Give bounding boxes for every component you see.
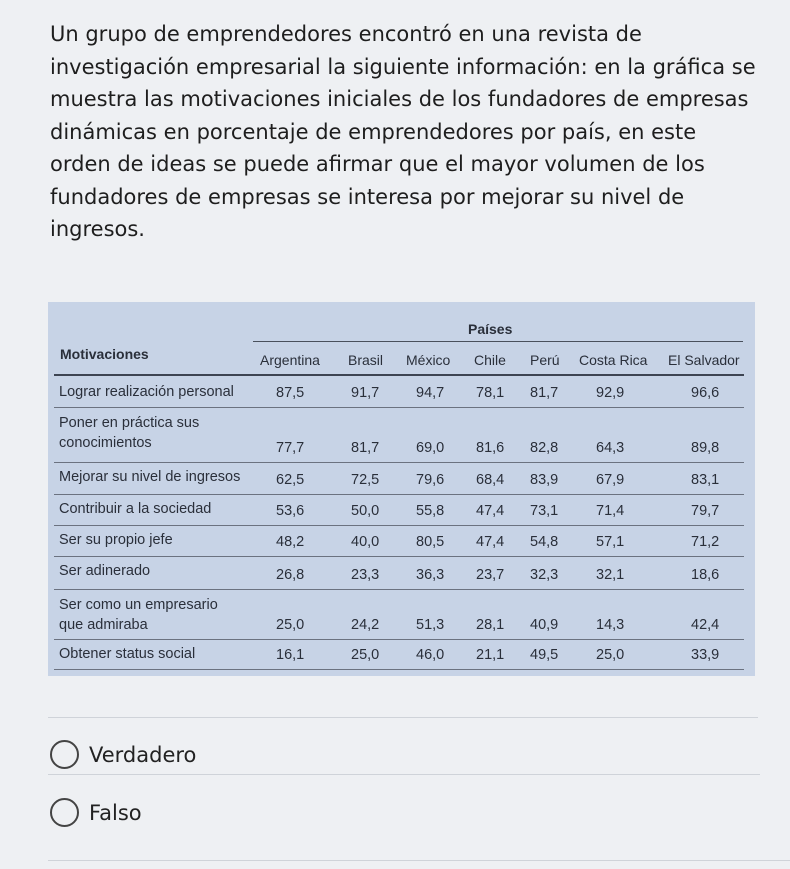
- table-cell: 50,0: [351, 503, 380, 519]
- table-cell: 18,6: [691, 567, 720, 583]
- row-label-line: conocimientos: [59, 435, 152, 451]
- row-rule: [54, 407, 744, 408]
- table-cell: 55,8: [416, 503, 445, 519]
- table-cell: 47,4: [476, 503, 505, 519]
- column-header: Perú: [530, 352, 560, 368]
- table-cell: 69,0: [416, 440, 445, 456]
- column-header: Costa Rica: [579, 352, 648, 368]
- row-label-line: Mejorar su nivel de ingresos: [59, 469, 241, 485]
- table-cell: 77,7: [276, 440, 305, 456]
- table-cell: 96,6: [691, 385, 720, 401]
- table-cell: 71,4: [596, 503, 625, 519]
- option-label: Falso: [89, 800, 142, 825]
- row-label-line: Poner en práctica sus: [59, 415, 200, 431]
- table-cell: 81,7: [351, 440, 380, 456]
- row-rule: [54, 669, 744, 670]
- header-rule: [54, 374, 744, 376]
- table-cell: 79,6: [416, 472, 445, 488]
- column-header: Brasil: [348, 352, 384, 368]
- table-cell: 32,3: [530, 567, 559, 583]
- row-rule: [54, 639, 744, 640]
- row-label: [59, 499, 211, 519]
- table-cell: 87,5: [276, 385, 305, 401]
- row-label-line: Lograr realización personal: [59, 384, 234, 400]
- table-cell: 14,3: [596, 617, 625, 633]
- table-cell: 94,7: [416, 385, 445, 401]
- table-cell: 46,0: [416, 647, 445, 663]
- table-cell: 92,9: [596, 385, 625, 401]
- column-header: México: [406, 352, 451, 368]
- table-cell: 67,9: [596, 472, 625, 488]
- table-cell: 23,7: [476, 567, 505, 583]
- table-cell: 16,1: [276, 647, 305, 663]
- column-header: Argentina: [260, 352, 320, 368]
- table-cell: 62,5: [276, 472, 305, 488]
- table-cell: 78,1: [476, 385, 505, 401]
- row-label: [59, 467, 240, 487]
- table-cell: 72,5: [351, 472, 380, 488]
- row-label: [59, 382, 234, 402]
- table-cell: 32,1: [596, 567, 625, 583]
- column-header: Chile: [474, 352, 506, 368]
- row-label-line: que admiraba: [59, 617, 148, 633]
- row-rule: [54, 589, 744, 590]
- table-cell: 71,2: [691, 534, 720, 550]
- table-cell: 25,0: [596, 647, 625, 663]
- table-cell: 53,6: [276, 503, 305, 519]
- row-label: [59, 530, 173, 550]
- table-cell: 57,1: [596, 534, 625, 550]
- table-group-header: Países: [468, 321, 513, 337]
- table-cell: 36,3: [416, 567, 445, 583]
- option-true[interactable]: [50, 740, 196, 769]
- table-cell: 83,9: [530, 472, 559, 488]
- table-cell: 89,8: [691, 440, 720, 456]
- row-label-line: Ser adinerado: [59, 563, 151, 579]
- table-cell: 73,1: [530, 503, 559, 519]
- table-cell: 49,5: [530, 647, 559, 663]
- table-row-header: Motivaciones: [60, 346, 149, 362]
- row-rule: [54, 525, 744, 526]
- divider: [48, 717, 758, 718]
- table-cell: 40,0: [351, 534, 380, 550]
- divider: [48, 860, 790, 861]
- table-cell: 64,3: [596, 440, 625, 456]
- row-label-line: Obtener status social: [59, 646, 196, 662]
- table-cell: 48,2: [276, 534, 305, 550]
- table-cell: 51,3: [416, 617, 445, 633]
- question-text: Un grupo de emprendedores encontró en una revista de investigación empresarial la siguiente información: en la gráfica se muestra las motivaciones iniciales de los fundadores de empresas dinámicas en porcentaje de emprendedores por país, en este orden de ideas se puede afirmar que el mayor volumen de los fundadores de empresas se interesa por mejorar su nivel de ingresos.: [50, 22, 756, 241]
- table-cell: 91,7: [351, 385, 380, 401]
- row-rule: [54, 494, 744, 495]
- divider: [48, 774, 760, 775]
- table-cell: 40,9: [530, 617, 559, 633]
- radio-button-icon[interactable]: [50, 740, 79, 769]
- table-cell: 82,8: [530, 440, 559, 456]
- row-label-line: Ser su propio jefe: [59, 532, 173, 548]
- table-cell: 24,2: [351, 617, 380, 633]
- table-cell: 81,7: [530, 385, 559, 401]
- row-label: [59, 413, 199, 453]
- table-cell: 25,0: [351, 647, 380, 663]
- table-cell: 54,8: [530, 534, 559, 550]
- row-label: [59, 644, 195, 664]
- column-header: El Salvador: [668, 352, 740, 368]
- table-cell: 23,3: [351, 567, 380, 583]
- row-label-line: Contribuir a la sociedad: [59, 501, 212, 517]
- table-cell: 21,1: [476, 647, 505, 663]
- table-cell: 26,8: [276, 567, 305, 583]
- radio-button-icon[interactable]: [50, 798, 79, 827]
- option-false[interactable]: [50, 798, 142, 827]
- table-cell: 25,0: [276, 617, 305, 633]
- row-label: [59, 561, 150, 581]
- table-cell: 47,4: [476, 534, 505, 550]
- data-table: [48, 302, 755, 676]
- row-rule: [54, 556, 744, 557]
- table-cell: 28,1: [476, 617, 505, 633]
- option-label: Verdadero: [89, 742, 197, 767]
- row-rule: [54, 462, 744, 463]
- row-label-line: Ser como un empresario: [59, 597, 218, 613]
- table-cell: 33,9: [691, 647, 720, 663]
- table-cell: 79,7: [691, 503, 720, 519]
- row-label: [59, 595, 218, 635]
- table-cell: 42,4: [691, 617, 720, 633]
- table-cell: 80,5: [416, 534, 445, 550]
- group-header-rule: [253, 341, 743, 342]
- table-cell: 68,4: [476, 472, 505, 488]
- table-cell: 83,1: [691, 472, 720, 488]
- table-cell: 81,6: [476, 440, 505, 456]
